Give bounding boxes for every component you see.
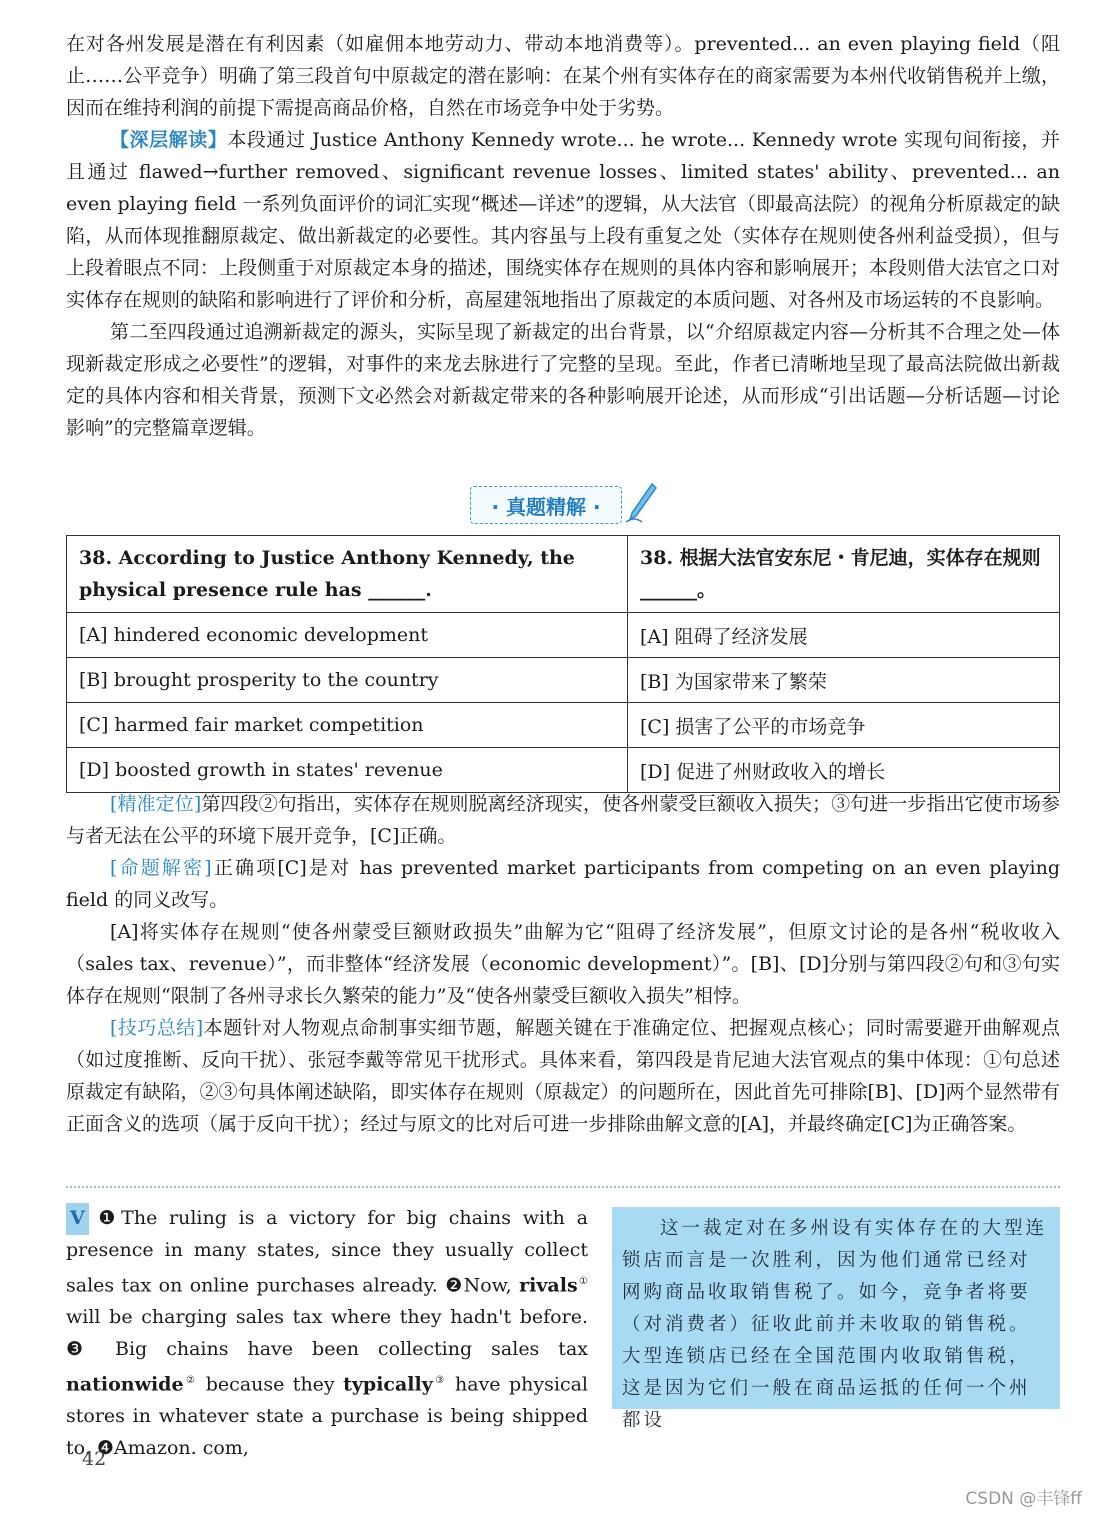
- section-banner: · 真题精解 ·: [470, 486, 622, 524]
- question-stem-en: 38. According to Justice Anthony Kennedy, the physical presence rule has ______.: [67, 536, 628, 613]
- footnote-marker: ③: [432, 1375, 447, 1387]
- question-stem-row: [67, 536, 1060, 613]
- sentence: Amazon. com,: [113, 1436, 249, 1459]
- sentence: because they: [205, 1373, 335, 1396]
- passage-translation: 这一裁定对在多州设有实体存在的大型连锁店而言是一次胜利，因为他们通常已经对网购商品收取销售税了。如今，竞争者将要（对消费者）征收此前并未收取的销售税。大型连锁店已经在全国范围内收取销售税，这是因为它们一般在商品运抵的任何一个州都设: [612, 1207, 1060, 1409]
- question-stem-cn: 38. 根据大法官安东尼・肯尼迪，实体存在规则______。: [628, 536, 1060, 613]
- sentence-number: ❶: [92, 1207, 122, 1229]
- section-label: V: [66, 1203, 89, 1235]
- option-b-en: [B] brought prosperity to the country: [67, 658, 628, 703]
- question-decoding-label: [命题解密]: [110, 857, 212, 879]
- sentence: have physical stores in whatever state a purchase is being shipped to.: [66, 1373, 588, 1459]
- pen-icon: [624, 482, 658, 524]
- option-row: [67, 613, 1060, 658]
- watermark: CSDN @丰锋ff: [965, 1489, 1082, 1509]
- deep-reading-label: 【深层解读】: [110, 129, 228, 151]
- sentence-number: ❹: [96, 1436, 114, 1459]
- wrong-options-analysis: [A]将实体存在规则“使各州蒙受巨额财政损失”曲解为它“阻碍了经济发展”，但原文讨论的是各州“税收收入（sales tax、revenue）”，而非整体“经济发展（economic development）”。[B]、[D]分别与第四段②句和③句实体存在规则“限制了各州寻求长久繁荣的能力”及“使各州蒙受巨额收入损失”相悖。: [66, 921, 1060, 1007]
- vocab-word: rivals: [519, 1274, 578, 1297]
- sentence: Now,: [463, 1274, 512, 1297]
- page-number: 42: [82, 1448, 107, 1470]
- deep-reading-text: 本段通过 Justice Anthony Kennedy wrote... he wrote... Kennedy wrote 实现句间衔接，并且通过 flawed→further removed、significant revenue losses、limited states' ability、prevented... an even playing field 一系列负面评价的词汇实现“概述—详述”的逻辑，从大法官（即最高法院）的视角分析原裁定的缺陷，从而体现推翻原裁定、做出新裁定的必要性。其内容虽与上段有重复之处（实体存在规则使各州利益受损），但与上段着眼点不同：上段侧重于对原裁定本身的描述，围绕实体存在规则的具体内容和影响展开；本段则借大法官之口对实体存在规则的缺陷和影响进行了评价和分析，高屋建瓴地指出了原裁定的本质问题、对各州及市场运转的不良影响。: [66, 129, 1060, 311]
- vocab-word: typically: [343, 1373, 433, 1396]
- paragraph-1: 在对各州发展是潜在有利因素（如雇佣本地劳动力、带动本地消费等）。prevented... an even playing field（阻止……公平竞争）明确了第三段首句中原裁定的潜在影响：在某个州有实体存在的商家需要为本州代收销售税并上缴，因而在维持利润的前提下需提高商品价格，自然在市场竞争中处于劣势。: [66, 33, 1060, 119]
- option-row: [67, 658, 1060, 703]
- footnote-marker: ②: [183, 1375, 198, 1387]
- option-a-cn: [A] 阻碍了经济发展: [628, 613, 1060, 658]
- option-c-en: [C] harmed fair market competition: [67, 703, 628, 748]
- option-b-cn: [B] 为国家带来了繁荣: [628, 658, 1060, 703]
- question-decoding-text: 正确项[C]是对 has prevented market participants from competing on an even playing field 的同义改写。: [66, 857, 1061, 911]
- precise-location: [66, 788, 1060, 852]
- option-d-cn: [D] 促进了州财政收入的增长: [628, 748, 1060, 793]
- tip-summary-label: [技巧总结]: [110, 1017, 204, 1039]
- tip-summary-text: 本题针对人物观点命制事实细节题，解题关键在于准确定位、把握观点核心；同时需要避开曲解观点（如过度推断、反向干扰）、张冠李戴等常见干扰形式。具体来看，第四段是肯尼迪大法官观点的集中体现：①句总述原裁定有缺陷，②③句具体阐述缺陷，即实体存在规则（原裁定）的问题所在，因此首先可排除[B]、[D]两个显然带有正面含义的选项（属于反向干扰）；经过与原文的比对后可进一步排除曲解文意的[A]，并最终确定[C]为正确答案。: [66, 1017, 1060, 1135]
- sentence-number: ❷: [445, 1274, 464, 1297]
- question-decoding: [66, 852, 1060, 916]
- analysis-section: [66, 788, 1060, 1140]
- vocab-word: nationwide: [66, 1373, 184, 1396]
- paragraph-deep-reading: [66, 124, 1060, 316]
- option-d-en: [D] boosted growth in states' revenue: [67, 748, 628, 793]
- top-text: [66, 28, 1060, 444]
- sentence-number: ❸: [66, 1337, 96, 1360]
- precise-location-text: 第四段②句指出，实体存在规则脱离经济现实，使各州蒙受巨额收入损失；③句进一步指出它使市场参与者无法在公平的环境下展开竞争，[C]正确。: [66, 793, 1060, 847]
- paragraph-3: 第二至四段通过追溯新裁定的源头，实际呈现了新裁定的出台背景，以“介绍原裁定内容—分析其不合理之处—体现新裁定形成之必要性”的逻辑，对事件的来龙去脉进行了完整的呈现。至此，作者已清晰地呈现了最高法院做出新裁定的具体内容和相关背景，预测下文必然会对新裁定带来的各种影响展开论述，从而形成“引出话题—分析话题—讨论影响”的完整篇章逻辑。: [66, 321, 1060, 439]
- option-row: [67, 748, 1060, 793]
- option-row: [67, 703, 1060, 748]
- question-table: [66, 535, 1060, 793]
- precise-location-label: [精准定位]: [110, 793, 202, 815]
- sentence: Big chains have been collecting sales tax: [115, 1337, 588, 1360]
- sentence: The ruling is a victory for big chains with a presence in many states, since they usually collect sales tax on online purchases already.: [66, 1207, 588, 1297]
- footnote-marker: ①: [577, 1276, 588, 1288]
- passage-english: [66, 1203, 588, 1464]
- tip-summary: [66, 1012, 1060, 1140]
- sentence: will be charging sales tax where they hadn't before.: [66, 1306, 588, 1329]
- dotted-divider: [66, 1186, 1060, 1188]
- option-c-cn: [C] 损害了公平的市场竞争: [628, 703, 1060, 748]
- option-a-en: [A] hindered economic development: [67, 613, 628, 658]
